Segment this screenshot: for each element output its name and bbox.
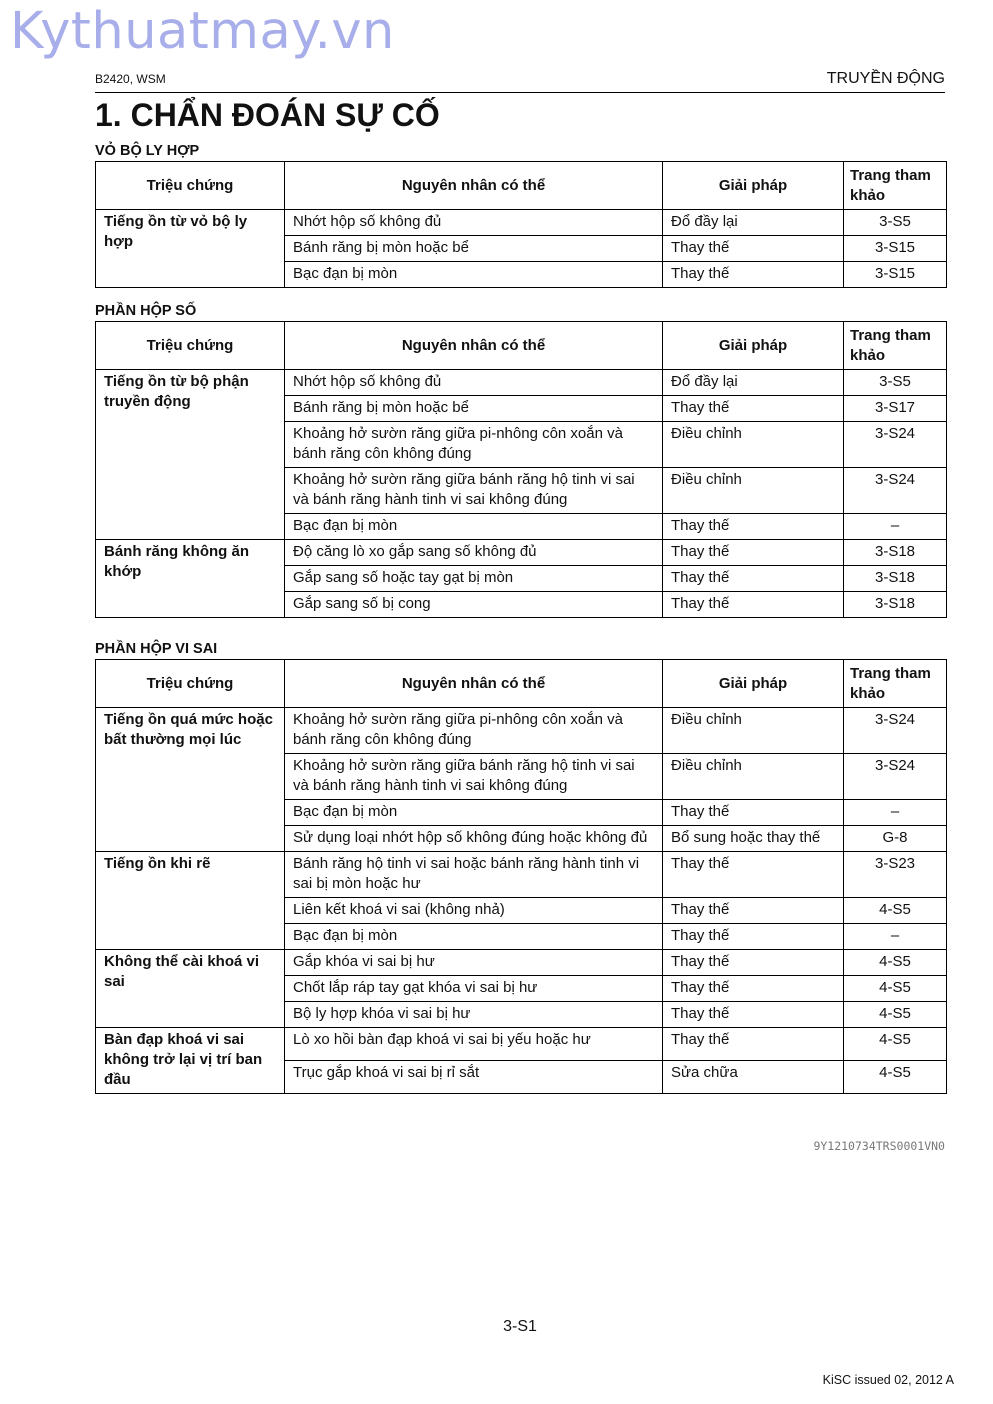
solution-cell: Thay thế bbox=[663, 950, 844, 976]
page-title: 1. CHẨN ĐOÁN SỰ CỐ bbox=[95, 97, 440, 133]
troubleshooting-table bbox=[95, 659, 947, 1094]
cause-cell: Nhớt hộp số không đủ bbox=[285, 210, 663, 236]
reference-cell: 4-S5 bbox=[844, 1002, 947, 1028]
solution-cell: Đổ đầy lại bbox=[663, 370, 844, 396]
symptom-cell: Tiếng ồn từ vỏ bộ ly hợp bbox=[96, 210, 285, 288]
cause-cell: Độ căng lò xo gắp sang số không đủ bbox=[285, 540, 663, 566]
solution-cell: Thay thế bbox=[663, 236, 844, 262]
header-model: B2420, WSM bbox=[95, 72, 166, 86]
cause-cell: Trục gắp khoá vi sai bị rỉ sắt bbox=[285, 1061, 663, 1094]
cause-cell: Bạc đạn bị mòn bbox=[285, 262, 663, 288]
header-chapter: TRUYỀN ĐỘNG bbox=[826, 70, 945, 87]
reference-cell: 3-S15 bbox=[844, 262, 947, 288]
table-header-row bbox=[96, 322, 947, 370]
table-header-row bbox=[96, 660, 947, 708]
column-header-cause: Nguyên nhân có thể bbox=[285, 660, 663, 708]
column-header-symptom: Triệu chứng bbox=[96, 660, 285, 708]
cause-cell: Bạc đạn bị mòn bbox=[285, 800, 663, 826]
solution-cell: Điều chỉnh bbox=[663, 754, 844, 800]
cause-cell: Bạc đạn bị mòn bbox=[285, 514, 663, 540]
reference-cell: 3-S18 bbox=[844, 540, 947, 566]
cause-cell: Gắp sang số bị cong bbox=[285, 592, 663, 618]
symptom-cell: Tiếng ồn từ bộ phận truyền động bbox=[96, 370, 285, 540]
reference-cell: – bbox=[844, 514, 947, 540]
reference-cell: 3-S24 bbox=[844, 468, 947, 514]
troubleshooting-table bbox=[95, 161, 947, 288]
reference-cell: 3-S24 bbox=[844, 708, 947, 754]
solution-cell: Đổ đầy lại bbox=[663, 210, 844, 236]
section-title: PHẦN HỘP SỐ bbox=[95, 303, 197, 319]
solution-cell: Thay thế bbox=[663, 262, 844, 288]
column-header-symptom: Triệu chứng bbox=[96, 322, 285, 370]
reference-cell: 3-S23 bbox=[844, 852, 947, 898]
table-header-row bbox=[96, 162, 947, 210]
solution-cell: Thay thế bbox=[663, 1002, 844, 1028]
header-divider bbox=[95, 92, 945, 93]
troubleshooting-table bbox=[95, 321, 947, 618]
reference-cell: 4-S5 bbox=[844, 950, 947, 976]
column-header-solution: Giải pháp bbox=[663, 660, 844, 708]
cause-cell: Bánh răng bị mòn hoặc bể bbox=[285, 236, 663, 262]
solution-cell: Sửa chữa bbox=[663, 1061, 844, 1094]
solution-cell: Thay thế bbox=[663, 592, 844, 618]
cause-cell: Chốt lắp ráp tay gạt khóa vi sai bị hư bbox=[285, 976, 663, 1002]
section-1 bbox=[95, 301, 946, 618]
solution-cell: Thay thế bbox=[663, 924, 844, 950]
solution-cell: Thay thế bbox=[663, 396, 844, 422]
symptom-cell: Không thể cài khoá vi sai bbox=[96, 950, 285, 1028]
column-header-symptom: Triệu chứng bbox=[96, 162, 285, 210]
solution-cell: Thay thế bbox=[663, 898, 844, 924]
cause-cell: Bánh răng hộ tinh vi sai hoặc bánh răng hành tinh vi sai bị mòn hoặc hư bbox=[285, 852, 663, 898]
symptom-cell: Tiếng ồn khi rẽ bbox=[96, 852, 285, 950]
solution-cell: Thay thế bbox=[663, 514, 844, 540]
table-row bbox=[96, 540, 947, 566]
table-row bbox=[96, 210, 947, 236]
column-header-solution: Giải pháp bbox=[663, 322, 844, 370]
reference-cell: – bbox=[844, 800, 947, 826]
table-row bbox=[96, 1028, 947, 1061]
reference-cell: 3-S5 bbox=[844, 370, 947, 396]
cause-cell: Bạc đạn bị mòn bbox=[285, 924, 663, 950]
solution-cell: Thay thế bbox=[663, 976, 844, 1002]
reference-cell: 3-S18 bbox=[844, 592, 947, 618]
column-header-reference: Trang tham khảo bbox=[844, 660, 947, 708]
table-row bbox=[96, 950, 947, 976]
reference-cell: 4-S5 bbox=[844, 976, 947, 1002]
cause-cell: Gắp sang số hoặc tay gạt bị mòn bbox=[285, 566, 663, 592]
reference-cell: 3-S5 bbox=[844, 210, 947, 236]
cause-cell: Bộ ly hợp khóa vi sai bị hư bbox=[285, 1002, 663, 1028]
reference-cell: 4-S5 bbox=[844, 1061, 947, 1094]
solution-cell: Bổ sung hoặc thay thế bbox=[663, 826, 844, 852]
column-header-cause: Nguyên nhân có thể bbox=[285, 162, 663, 210]
column-header-solution: Giải pháp bbox=[663, 162, 844, 210]
solution-cell: Điều chỉnh bbox=[663, 468, 844, 514]
table-row bbox=[96, 708, 947, 754]
cause-cell: Khoảng hở sườn răng giữa bánh răng hộ tinh vi sai và bánh răng hành tinh vi sai không đúng bbox=[285, 468, 663, 514]
cause-cell: Khoảng hở sườn răng giữa bánh răng hộ tinh vi sai và bánh răng hành tinh vi sai không đúng bbox=[285, 754, 663, 800]
solution-cell: Thay thế bbox=[663, 800, 844, 826]
section-2 bbox=[95, 639, 946, 1094]
reference-cell: – bbox=[844, 924, 947, 950]
table-row bbox=[96, 852, 947, 898]
reference-cell: G-8 bbox=[844, 826, 947, 852]
cause-cell: Khoảng hở sườn răng giữa pi-nhông côn xoắn và bánh răng côn không đúng bbox=[285, 422, 663, 468]
solution-cell: Thay thế bbox=[663, 540, 844, 566]
cause-cell: Gắp khóa vi sai bị hư bbox=[285, 950, 663, 976]
section-title: VỎ BỘ LY HỢP bbox=[95, 143, 200, 159]
footer-issue: KiSC issued 02, 2012 A bbox=[822, 1373, 954, 1387]
column-header-reference: Trang tham khảo bbox=[844, 322, 947, 370]
reference-cell: 3-S24 bbox=[844, 422, 947, 468]
reference-cell: 4-S5 bbox=[844, 898, 947, 924]
document-code: 9Y1210734TRS0001VN0 bbox=[813, 1139, 945, 1153]
reference-cell: 3-S17 bbox=[844, 396, 947, 422]
cause-cell: Nhớt hộp số không đủ bbox=[285, 370, 663, 396]
cause-cell: Bánh răng bị mòn hoặc bể bbox=[285, 396, 663, 422]
symptom-cell: Bàn đạp khoá vi sai không trở lại vị trí ban đầu bbox=[96, 1028, 285, 1094]
table-row bbox=[96, 370, 947, 396]
reference-cell: 3-S24 bbox=[844, 754, 947, 800]
cause-cell: Khoảng hở sườn răng giữa pi-nhông côn xoắn và bánh răng côn không đúng bbox=[285, 708, 663, 754]
solution-cell: Thay thế bbox=[663, 1028, 844, 1061]
solution-cell: Thay thế bbox=[663, 566, 844, 592]
column-header-reference: Trang tham khảo bbox=[844, 162, 947, 210]
solution-cell: Điều chỉnh bbox=[663, 708, 844, 754]
section-title: PHẦN HỘP VI SAI bbox=[95, 641, 218, 657]
page-number: 3-S1 bbox=[503, 1318, 537, 1335]
symptom-cell: Tiếng ồn quá mức hoặc bất thường mọi lúc bbox=[96, 708, 285, 852]
symptom-cell: Bánh răng không ăn khớp bbox=[96, 540, 285, 618]
column-header-cause: Nguyên nhân có thể bbox=[285, 322, 663, 370]
cause-cell: Sử dụng loại nhớt hộp số không đúng hoặc không đủ bbox=[285, 826, 663, 852]
solution-cell: Điều chỉnh bbox=[663, 422, 844, 468]
solution-cell: Thay thế bbox=[663, 852, 844, 898]
cause-cell: Liên kết khoá vi sai (không nhả) bbox=[285, 898, 663, 924]
section-0 bbox=[95, 141, 946, 288]
reference-cell: 4-S5 bbox=[844, 1028, 947, 1061]
reference-cell: 3-S15 bbox=[844, 236, 947, 262]
watermark: Kythuatmay.vn bbox=[10, 2, 395, 61]
cause-cell: Lò xo hồi bàn đạp khoá vi sai bị yếu hoặc hư bbox=[285, 1028, 663, 1061]
reference-cell: 3-S18 bbox=[844, 566, 947, 592]
